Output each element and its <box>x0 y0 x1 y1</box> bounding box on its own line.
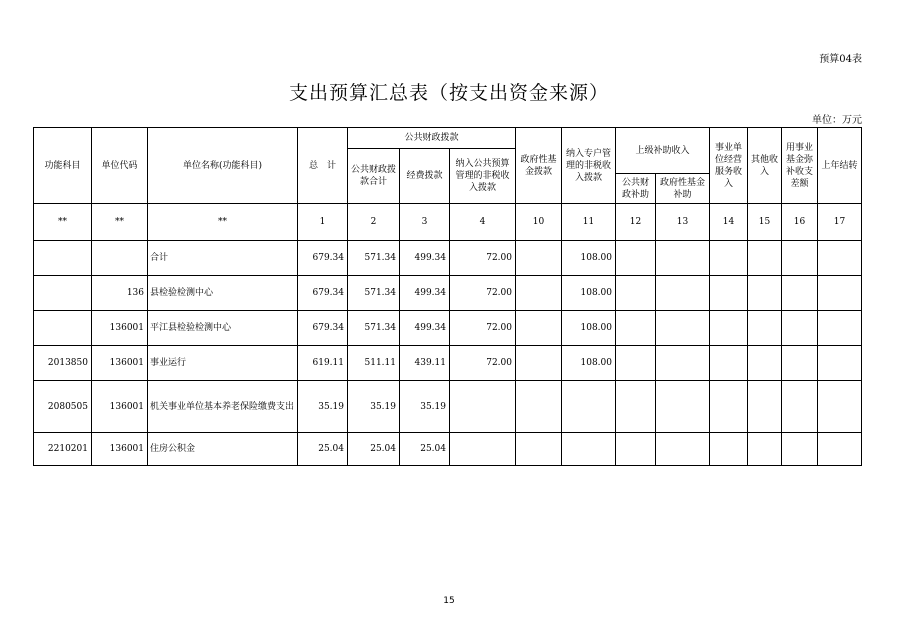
cell-code: 136001 <box>92 381 148 433</box>
cell-fund-balance <box>782 381 818 433</box>
unit-label: 单位：万元 <box>812 115 862 126</box>
cell-nontax-public: 72.00 <box>450 311 516 346</box>
cell-nontax-special <box>562 433 616 466</box>
cell-name: 县检验检测中心 <box>148 276 298 311</box>
cell-name: 住房公积金 <box>148 433 298 466</box>
cell-pf-total: 571.34 <box>348 276 400 311</box>
cell-operating: 499.34 <box>400 311 450 346</box>
cell-operating: 439.11 <box>400 346 450 381</box>
header-business-service: 事业单位经营服务收入 <box>710 128 748 204</box>
cell-nontax-public: 72.00 <box>450 241 516 276</box>
header-func-code: 功能科目 <box>34 128 92 204</box>
cell-pf-total: 571.34 <box>348 241 400 276</box>
cell-other <box>748 241 782 276</box>
cell-nontax-special: 108.00 <box>562 346 616 381</box>
form-number: 预算04表 <box>819 54 862 65</box>
cell-code: 136001 <box>92 346 148 381</box>
index-cell: ** <box>34 204 92 241</box>
cell-other <box>748 311 782 346</box>
cell-other <box>748 381 782 433</box>
page-title: 支出预算汇总表（按支出资金来源） <box>288 82 609 104</box>
index-cell: 11 <box>562 204 616 241</box>
index-cell: 15 <box>748 204 782 241</box>
cell-other <box>748 276 782 311</box>
cell-sub-gov-fund <box>656 433 710 466</box>
cell-gov-fund <box>516 433 562 466</box>
cell-name: 机关事业单位基本养老保险缴费支出 <box>148 381 298 433</box>
table-row <box>34 311 862 346</box>
header-sub-public: 公共财政补助 <box>616 174 656 204</box>
header-unit-code: 单位代码 <box>92 128 148 204</box>
header-operating: 经费拨款 <box>400 149 450 204</box>
cell-fund-balance <box>782 433 818 466</box>
cell-nontax-public: 72.00 <box>450 276 516 311</box>
cell-sub-gov-fund <box>656 241 710 276</box>
table-row <box>34 346 862 381</box>
header-public-finance-total: 公共财政拨款合计 <box>348 149 400 204</box>
cell-name: 事业运行 <box>148 346 298 381</box>
index-row <box>34 204 862 241</box>
cell-gov-fund <box>516 346 562 381</box>
header-gov-fund: 政府性基金拨款 <box>516 128 562 204</box>
cell-func <box>34 276 92 311</box>
cell-func <box>34 241 92 276</box>
cell-code: 136001 <box>92 433 148 466</box>
cell-gov-fund <box>516 381 562 433</box>
cell-total: 35.19 <box>298 381 348 433</box>
cell-pf-total: 35.19 <box>348 381 400 433</box>
index-cell: 14 <box>710 204 748 241</box>
cell-fund-balance <box>782 346 818 381</box>
cell-pf-total: 511.11 <box>348 346 400 381</box>
table-row <box>34 381 862 433</box>
cell-carryover <box>818 276 862 311</box>
cell-func: 2210201 <box>34 433 92 466</box>
cell-total: 619.11 <box>298 346 348 381</box>
header-nontax-special: 纳入专户管理的非税收入拨款 <box>562 128 616 204</box>
header-total: 总 计 <box>298 128 348 204</box>
index-cell: 1 <box>298 204 348 241</box>
header-nontax-public: 纳入公共预算管理的非税收入拨款 <box>450 149 516 204</box>
cell-sub-public <box>616 241 656 276</box>
cell-nontax-special: 108.00 <box>562 241 616 276</box>
cell-sub-gov-fund <box>656 381 710 433</box>
cell-sub-public <box>616 276 656 311</box>
header-superior-subsidy: 上级补助收入 <box>616 128 710 174</box>
cell-business <box>710 311 748 346</box>
cell-name: 合计 <box>148 241 298 276</box>
table-row <box>34 276 862 311</box>
cell-total: 679.34 <box>298 241 348 276</box>
table-row <box>34 433 862 466</box>
index-cell: 2 <box>348 204 400 241</box>
cell-total: 679.34 <box>298 311 348 346</box>
index-cell: 10 <box>516 204 562 241</box>
cell-carryover <box>818 346 862 381</box>
index-cell: ** <box>148 204 298 241</box>
cell-sub-gov-fund <box>656 276 710 311</box>
index-cell: 13 <box>656 204 710 241</box>
budget-table <box>33 127 862 466</box>
index-cell: 4 <box>450 204 516 241</box>
index-cell: ** <box>92 204 148 241</box>
cell-sub-public <box>616 381 656 433</box>
index-cell: 17 <box>818 204 862 241</box>
cell-carryover <box>818 433 862 466</box>
header-unit-name: 单位名称(功能科目) <box>148 128 298 204</box>
cell-business <box>710 276 748 311</box>
page-number: 15 <box>443 596 455 606</box>
table-row <box>34 241 862 276</box>
cell-nontax-special: 108.00 <box>562 276 616 311</box>
cell-sub-public <box>616 346 656 381</box>
header-fund-balance: 用事业基金弥补收支差额 <box>782 128 818 204</box>
cell-nontax-special: 108.00 <box>562 311 616 346</box>
cell-business <box>710 381 748 433</box>
cell-carryover <box>818 381 862 433</box>
cell-business <box>710 346 748 381</box>
index-cell: 16 <box>782 204 818 241</box>
cell-func <box>34 311 92 346</box>
cell-carryover <box>818 241 862 276</box>
cell-fund-balance <box>782 241 818 276</box>
header-other-income: 其他收入 <box>748 128 782 204</box>
cell-code: 136001 <box>92 311 148 346</box>
cell-nontax-public: 72.00 <box>450 346 516 381</box>
cell-carryover <box>818 311 862 346</box>
cell-sub-gov-fund <box>656 346 710 381</box>
cell-gov-fund <box>516 311 562 346</box>
cell-total: 25.04 <box>298 433 348 466</box>
header-carryover: 上年结转 <box>818 128 862 204</box>
cell-business <box>710 433 748 466</box>
cell-operating: 35.19 <box>400 381 450 433</box>
cell-func: 2080505 <box>34 381 92 433</box>
cell-sub-public <box>616 311 656 346</box>
cell-code: 136 <box>92 276 148 311</box>
cell-operating: 499.34 <box>400 276 450 311</box>
cell-total: 679.34 <box>298 276 348 311</box>
index-cell: 3 <box>400 204 450 241</box>
cell-name: 平江县检验检测中心 <box>148 311 298 346</box>
cell-sub-public <box>616 433 656 466</box>
cell-operating: 25.04 <box>400 433 450 466</box>
header-sub-gov-fund: 政府性基金补助 <box>656 174 710 204</box>
cell-operating: 499.34 <box>400 241 450 276</box>
cell-business <box>710 241 748 276</box>
cell-fund-balance <box>782 276 818 311</box>
cell-fund-balance <box>782 311 818 346</box>
cell-func: 2013850 <box>34 346 92 381</box>
header-public-finance: 公共财政拨款 <box>348 128 516 149</box>
cell-sub-gov-fund <box>656 311 710 346</box>
cell-pf-total: 571.34 <box>348 311 400 346</box>
cell-nontax-public <box>450 381 516 433</box>
cell-gov-fund <box>516 276 562 311</box>
cell-nontax-public <box>450 433 516 466</box>
cell-other <box>748 346 782 381</box>
cell-pf-total: 25.04 <box>348 433 400 466</box>
cell-nontax-special <box>562 381 616 433</box>
index-cell: 12 <box>616 204 656 241</box>
cell-other <box>748 433 782 466</box>
cell-gov-fund <box>516 241 562 276</box>
cell-code <box>92 241 148 276</box>
